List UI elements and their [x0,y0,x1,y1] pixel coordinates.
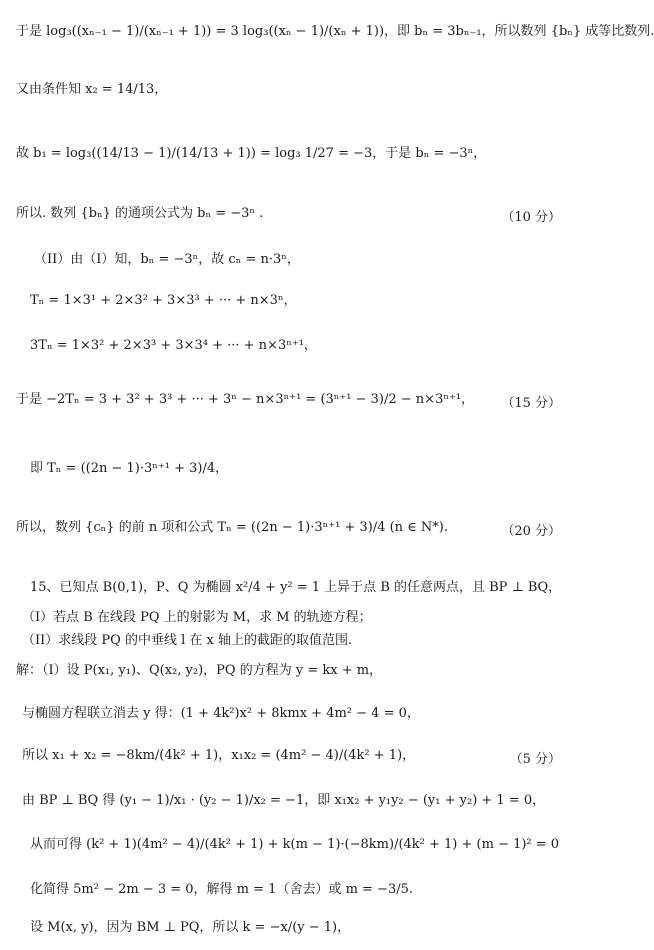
line-14: 解：（I）设 P(x₁, y₁)、Q(x₂, y₂)，PQ 的方程为 y = kx + m， [16,663,383,678]
line-15: 与椭圆方程联立消去 y 得：(1 + 4k²)x² + 8kmx + 4m² − 4 = 0， [22,706,420,721]
line-3: 故 b₁ = log₃((14/13 − 1)/(14/13 + 1)) = log₃ 1/27 = −3，于是 bₙ = −3ⁿ， [16,146,487,161]
line-12: （I）若点 B 在线段 PQ 上的射影为 M，求 M 的轨迹方程； [22,610,372,625]
score-20: （20 分） [501,524,561,539]
line-2: 又由条件知 x₂ = 14/13， [16,82,168,97]
line-5: （II）由（I）知，bₙ = −3ⁿ，故 cₙ = n·3ⁿ， [34,252,300,267]
line-11: 15、已知点 B(0,1)，P、Q 为椭圆 x²/4 + y² = 1 上异于点 B 的任意两点，且 BP ⊥ BQ， [30,580,562,595]
score-10: （10 分） [501,210,561,225]
line-9: 即 Tₙ = ((2n − 1)·3ⁿ⁺¹ + 3)/4， [30,461,229,476]
line-13: （II）求线段 PQ 的中垂线 l 在 x 轴上的截距的取值范围. [22,633,353,648]
line-16: 所以 x₁ + x₂ = −8km/(4k² + 1)，x₁x₂ = (4m² − 4)/(4k² + 1)， [22,748,416,763]
line-10: 所以，数列 {cₙ} 的前 n 项和公式 Tₙ = ((2n − 1)·3ⁿ⁺¹ + 3)/4 (n ∈ N*). [16,520,449,535]
line-4: 所以. 数列 {bₙ} 的通项公式为 bₙ = −3ⁿ . [16,206,264,221]
line-19: 化简得 5m² − 2m − 3 = 0，解得 m = 1（舍去）或 m = −3/5. [30,882,414,897]
line-7: 3Tₙ = 1×3² + 2×3³ + 3×3⁴ + ··· + n×3ⁿ⁺¹， [30,338,317,353]
line-18: 从而可得 (k² + 1)(4m² − 4)/(4k² + 1) + k(m − 1)·(−8km)/(4k² + 1) + (m − 1)² = 0 [30,837,560,852]
line-8: 于是 −2Tₙ = 3 + 3² + 3³ + ··· + 3ⁿ − n×3ⁿ⁺¹ = (3ⁿ⁺¹ − 3)/2 − n×3ⁿ⁺¹， [16,392,475,407]
line-17: 由 BP ⊥ BQ 得 (y₁ − 1)/x₁ · (y₂ − 1)/x₂ = −1，即 x₁x₂ + y₁y₂ − (y₁ + y₂) + 1 = 0， [22,793,546,808]
score-15: （15 分） [501,396,561,411]
line-6: Tₙ = 1×3¹ + 2×3² + 3×3³ + ··· + n×3ⁿ， [30,293,297,308]
score-5: （5 分） [509,752,561,767]
line-1: 于是 log₃((xₙ₋₁ − 1)/(xₙ₋₁ + 1)) = 3 log₃((xₙ − 1)/(xₙ + 1))，即 bₙ = 3bₙ₋₁，所以数列 {bₙ} 成等比数列. [16,24,654,39]
line-20: 设 M(x, y)，因为 BM ⊥ PQ，所以 k = −x/(y − 1)， [30,920,351,935]
